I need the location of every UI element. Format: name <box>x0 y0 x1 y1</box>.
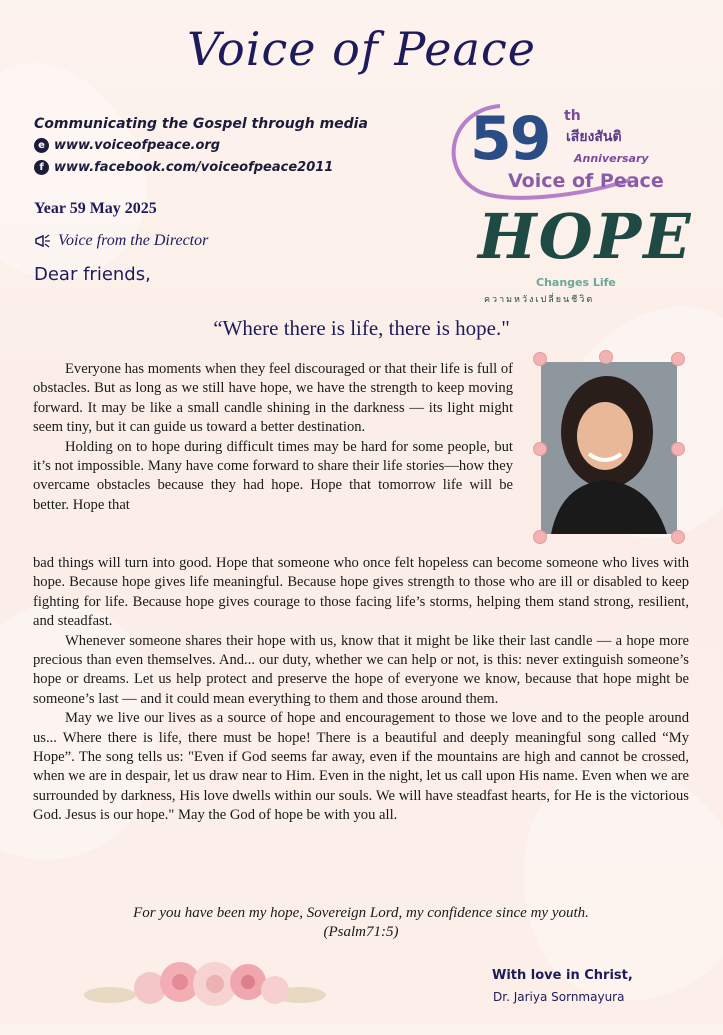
website-link[interactable]: www.voiceofpeace.org <box>54 138 221 153</box>
frame-flower <box>599 350 613 364</box>
facebook-row[interactable] <box>34 160 333 175</box>
frame-flower <box>533 530 547 544</box>
megaphone-icon <box>34 233 52 249</box>
frame-flower <box>671 530 685 544</box>
facebook-link[interactable]: www.facebook.com/voiceofpeace2011 <box>54 160 334 175</box>
frame-flower <box>671 442 685 456</box>
hope-word: HOPE <box>478 200 693 273</box>
website-row[interactable] <box>34 138 220 153</box>
hope-logo <box>478 200 693 310</box>
issue-date: Year 59 May 2025 <box>34 200 157 217</box>
anniversary-suffix: th <box>564 108 581 124</box>
body-column-narrow <box>33 360 513 515</box>
frame-flower <box>671 352 685 366</box>
hope-subtitle: Changes Life <box>536 276 616 289</box>
paragraph: Holding on to hope during difficult times may be hard for some people, but it’s not impossible. Many have come forward to share their life stories—how they overcame obstacles because they had hope. Hope that tomorrow life will be better. Hope that <box>33 438 513 513</box>
signoff: With love in Christ, <box>492 968 633 983</box>
verse-text: For you have been my hope, Sovereign Lord, my confidence since my youth. <box>133 905 589 921</box>
director-photo-frame <box>533 352 685 544</box>
paragraph: Whenever someone shares their hope with us, know that it might be like their last candle — a hope more precious than even themselves. And... our duty, whether we can help or not, is this: never extinguish someone’s hope or dreams. Let us help protect and preserve the hope of everyone we know, because that hope might be someone’s last — and it could mean everything to them and those around them. <box>33 632 689 707</box>
paragraph: Everyone has moments when they feel discouraged or that their life is full of obstacles. But as long as we still have hope, we have the strength to keep moving forward. It may be like a small candle shining in the darkness — its light might seem tiny, but it can guide us toward a better destination. <box>33 361 513 436</box>
globe-icon: e <box>34 138 49 153</box>
frame-flower <box>533 352 547 366</box>
section-heading <box>34 232 208 250</box>
portrait-illustration <box>541 362 677 534</box>
paragraph: May we live our lives as a source of hope and encouragement to those we love and to the people around us... Where there is life, there must be hope! There is a beautiful and deeply meaningful song called “My Hope”. The song tells us: "Even if God seems far away, even if the mountains are high and cannot be crossed, when we are in despair, let us draw near to Him. Even in the night, let us call upon His name. Even when we are surrounded by darkness, His love dwells within our souls. We will have steadfast hearts, for He is the victorious God. Jesus is our hope." May the God of hope be with you all. <box>33 710 689 824</box>
signature-name: Dr. Jariya Sornmayura <box>493 990 625 1004</box>
anniversary-word: Anniversary <box>574 152 649 165</box>
director-photo <box>541 362 677 534</box>
section-title: Voice from the Director <box>58 232 209 249</box>
headline-quote: “Where there is life, there is hope." <box>213 316 510 340</box>
frame-flower <box>533 442 547 456</box>
tagline: Communicating the Gospel through media <box>34 116 368 132</box>
flower-bouquet <box>80 950 330 1020</box>
newsletter-title: Voice of Peace <box>187 22 536 76</box>
hope-thai: ความหวังเปลี่ยนชีวิต <box>484 295 595 305</box>
anniversary-number: 59 <box>470 104 550 174</box>
anniversary-logo <box>440 100 680 200</box>
greeting: Dear friends, <box>34 264 151 285</box>
verse-reference: (Psalm71:5) <box>323 924 399 940</box>
closing-verse <box>33 904 689 942</box>
body-column-wide <box>33 554 689 826</box>
anniversary-thai: เสียงสันติ <box>566 129 622 145</box>
facebook-icon: f <box>34 160 49 175</box>
anniversary-name: Voice of Peace <box>508 170 664 192</box>
paragraph: bad things will turn into good. Hope that someone who once felt hopeless can become someone who lives with hope. Because hope gives life meaningful. Because hope gives strength to those who are ill or disabled to keep fighting for life. Because hope gives courage to those facing life’s storms, helping them stand strong, resilient, and steadfast. <box>33 555 689 630</box>
